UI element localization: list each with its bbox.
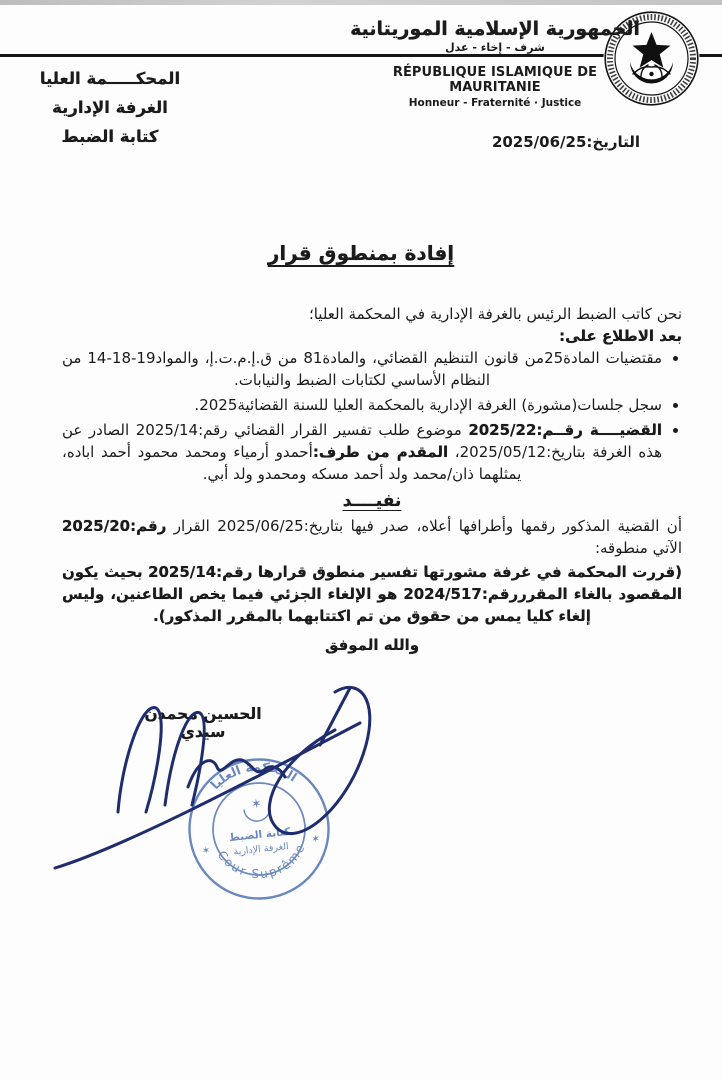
presented-by-label: المقدم من طرف:: [312, 443, 449, 461]
notify-heading: نفيــــد: [342, 491, 402, 511]
motto-arabic: شرف - إخاء - عدل: [445, 41, 545, 54]
document-body: [62, 303, 682, 656]
court-identification: [20, 64, 200, 151]
decision-statement: أن القضية المذكور رقمها وأطرافها أعلاه، صدر فيها بتاريخ:2025/06/25 القرار رقم:2025/20 الآتي منطوقه:: [62, 517, 682, 557]
stamp-center-line1: كتابة الضبط: [228, 825, 291, 845]
review-list: [62, 347, 682, 485]
case-number: القضيــــة رقــم:2025/22: [468, 421, 662, 439]
stamp-star-right: ✶: [310, 833, 321, 846]
stamp-center-line2: الغرفة الإدارية: [233, 841, 290, 858]
chamber-name: الغرفة الإدارية: [52, 98, 168, 117]
court-name: المحكـــــمة العليا: [39, 69, 181, 88]
republic-name-french: RÉPUBLIQUE ISLAMIQUE DE MAURITANIE: [392, 65, 598, 95]
stamp-star-left: ✶: [201, 845, 211, 858]
registry-name: كتابة الضبط: [61, 127, 159, 146]
stamp-arc-top-text: المحكمة العليا: [207, 758, 300, 793]
national-header: [345, 18, 645, 109]
review-item-law: • مقتضيات المادة25من قانون التنظيم القضائي، والمادة81 من ق.إ.م.ت.إ، والمواد19-18-14 من النظام الأساسي لكتابات الضبط والنيابات.: [62, 347, 662, 391]
intro-line: نحن كاتب الضبط الرئيس بالغرفة الإدارية في المحكمة العليا؛: [308, 305, 682, 323]
document-date: التاريخ:2025/06/25: [491, 133, 640, 151]
decision-number: رقم:2025/20: [62, 517, 167, 535]
party-names: أحمدو أرمياء ومحمد محمود أحمد اباده، يمثلهما ذان/محمد ولد أحمد مسكه ومحمدو ولد أبي.: [62, 443, 522, 483]
republic-name-arabic: الجمهورية الإسلامية الموريتانية: [350, 18, 640, 40]
stamp-center-star: ✶: [250, 796, 263, 813]
review-item-register: • سجل جلسات(مشورة) الغرفة الإدارية بالمحكمة العليا للسنة القضائية2025.: [62, 394, 662, 416]
review-heading: بعد الاطلاع على:: [559, 327, 682, 345]
registrar-name: الحسين محمدن سيدي: [144, 705, 262, 741]
handwritten-signature: [30, 655, 430, 905]
scan-edge-artifact: [0, 0, 722, 5]
closing-formula: والله الموفق: [324, 636, 420, 654]
stamp-arc-bottom-text: Cour Suprême: [214, 840, 309, 882]
review-item-case: • القضيــــة رقــم:2025/22 موضوع طلب تفسير القرار القضائي رقم:2025/14 الصادر عن هذه الغرفة بتاريخ:2025/05/12، المقدم من طرف:أحمدو أرمياء ومحمد محمود أحمد اباده، يمثلهما ذان/محمد ولد أحمد مسكه ومحمدو ولد أبي.: [62, 419, 662, 485]
document-title: إفادة بمنطوق قرار: [267, 241, 455, 265]
motto-french: Honneur - Fraternité · Justice: [408, 97, 582, 109]
ruling-text: (قررت المحكمة في غرفة مشورتها تفسير منطوق قرارها رقم:2025/14 بحيث يكون المقصود بالغاء المقرررقم:2024/517 هو الإلغاء الجزئي فيما يخص الطاعنين، وليس إلغاء كليا يمس من حقوق من تم اكتتابهما بالمقرر المذكور).: [62, 563, 682, 625]
